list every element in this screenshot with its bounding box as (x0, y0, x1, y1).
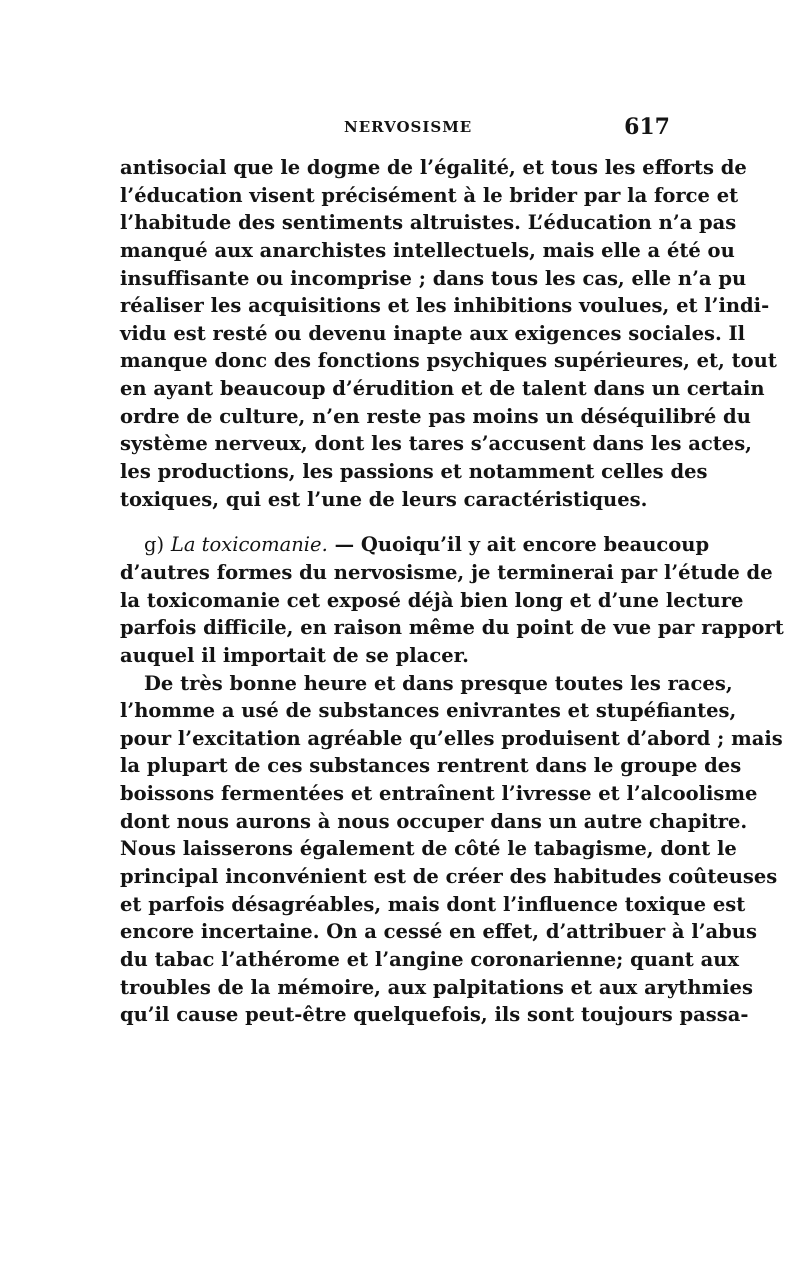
text-line: du tabac l’athérome et l’angine coronarienne; quant aux (120, 947, 740, 971)
text-line: ordre de culture, n’en reste pas moins un déséquilibré du (120, 404, 751, 428)
section-first-line-text: — Quoiqu’il y ait encore beaucoup (334, 533, 710, 557)
section-heading-line (120, 531, 710, 559)
text-line: Nous laisserons également de côté le tabagisme, dont le (120, 837, 737, 861)
text-line: la plupart de ces substances rentrent dans le groupe des (120, 754, 742, 778)
text-line: auquel il importait de se placer. (120, 643, 469, 667)
text-line: pour l’excitation agréable qu’elles produisent d’abord ; mais (120, 726, 783, 750)
text-line: troubles de la mémoire, aux palpitations et aux arythmies (120, 975, 753, 999)
section-title: La toxicomanie. (170, 533, 328, 557)
text-line: boissons fermentées et entraînent l’ivresse et l’alcoolisme (120, 782, 758, 806)
text-line: l’habitude des sentiments altruistes. L’éducation n’a pas (120, 211, 737, 235)
paragraph-2 (120, 531, 784, 669)
text-line: insuffisante ou incomprise ; dans tous les cas, elle n’a pu (120, 266, 747, 290)
text-line: toxiques, qui est l’une de leurs caractéristiques. (120, 487, 648, 511)
text-line: parfois difficile, en raison même du point de vue par rapport (120, 616, 784, 640)
text-line: et parfois désagréables, mais dont l’influence toxique est (120, 892, 746, 916)
text-line: en ayant beaucoup d’érudition et de talent dans un certain (120, 377, 765, 401)
running-head (120, 114, 672, 144)
text-line: manqué aux anarchistes intellectuels, mais elle a été ou (120, 238, 735, 262)
text-line: vidu est resté ou devenu inapte aux exigences sociales. Il (120, 321, 746, 345)
text-line: l’homme a usé de substances enivrantes et stupéfiantes, (120, 699, 737, 723)
text-line: les productions, les passions et notamment celles des (120, 460, 708, 484)
section-label: g) (144, 533, 165, 557)
text-line: De très bonne heure et dans presque toutes les races, (144, 671, 733, 695)
text-line: encore incertaine. On a cessé en effet, d’attribuer à l’abus (120, 920, 757, 944)
text-line: la toxicomanie cet exposé déjà bien long et d’une lecture (120, 588, 744, 612)
text-line: système nerveux, dont les tares s’accusent dans les actes, (120, 432, 752, 456)
page-number: 617 (624, 114, 670, 140)
text-line: manque donc des fonctions psychiques supérieures, et, tout (120, 349, 777, 373)
text-line: réaliser les acquisitions et les inhibitions voulues, et l’indi- (120, 294, 770, 318)
text-line: dont nous aurons à nous occuper dans un autre chapitre. (120, 809, 748, 833)
paragraph-3 (120, 670, 783, 1029)
text-line: d’autres formes du nervosisme, je terminerai par l’étude de (120, 560, 773, 584)
text-line: qu’il cause peut-être quelquefois, ils sont toujours passa- (120, 1003, 749, 1027)
text-line: l’éducation visent précisément à le brider par la force et (120, 183, 739, 207)
text-line: antisocial que le dogme de l’égalité, et tous les efforts de (120, 156, 747, 179)
body-text (120, 154, 784, 1029)
paragraph-1 (120, 154, 777, 513)
running-title: NERVOSISME (344, 118, 473, 136)
text-line: principal inconvénient est de créer des habitudes coûteuses (120, 865, 778, 889)
